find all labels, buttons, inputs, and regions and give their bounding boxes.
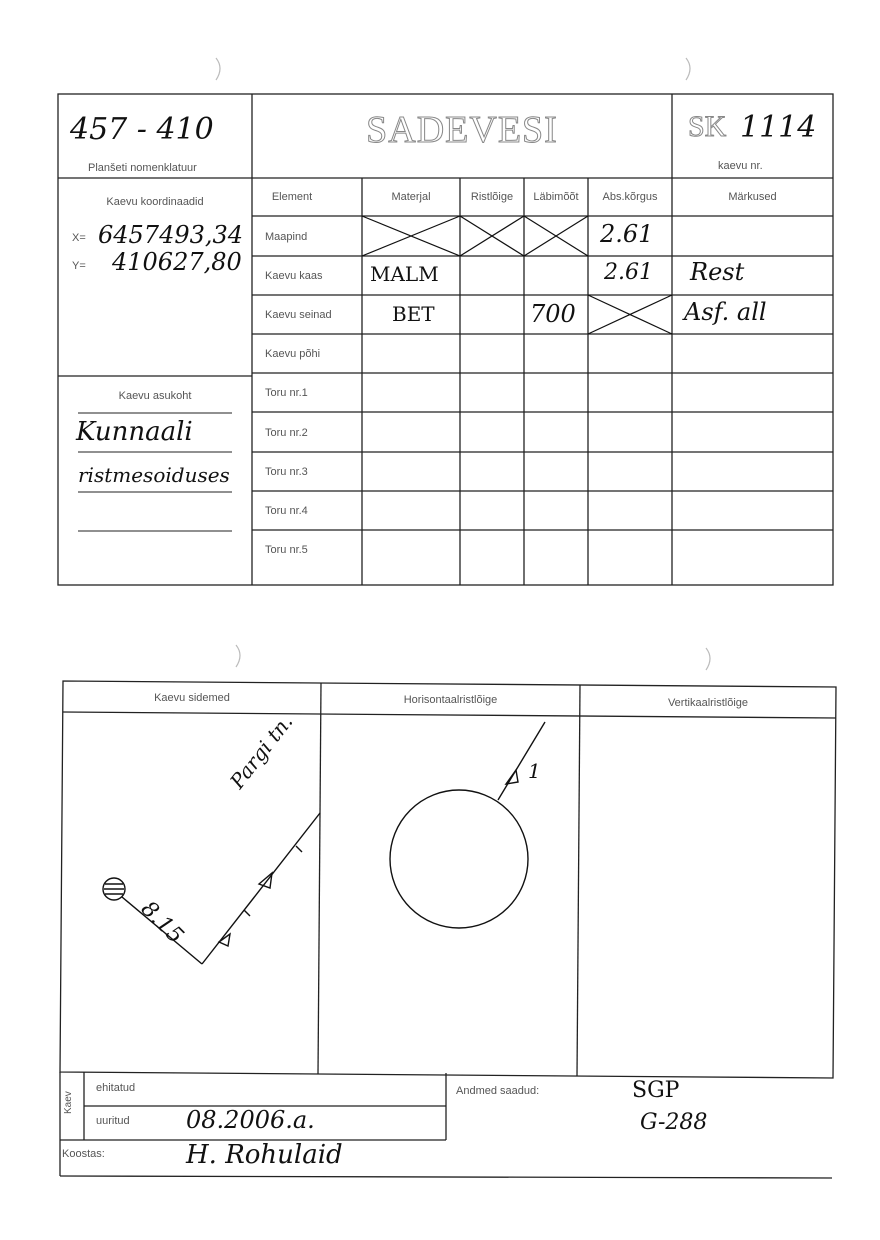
col-header-cross-section: Ristlõige xyxy=(470,191,514,203)
row-element: Toru nr.2 xyxy=(265,427,308,439)
row-abs-height: 2.61 xyxy=(600,220,654,248)
nomenclature-label: Planšeti nomenklatuur xyxy=(88,162,197,174)
nomenclature-value: 457 - 410 xyxy=(70,112,214,147)
compiler-label: Koostas: xyxy=(62,1148,105,1160)
pipe-number: 1 xyxy=(528,759,541,783)
distance-label: 8.15 xyxy=(135,896,189,949)
coordinates-label: Kaevu koordinaadid xyxy=(106,196,204,208)
y-label: Y= xyxy=(72,260,86,272)
section-ties-title: Kaevu sidemed xyxy=(154,692,230,704)
well-outline xyxy=(390,790,528,928)
data-source-1: SGP xyxy=(632,1078,680,1103)
ties-sketch xyxy=(103,813,320,964)
row-material: BET xyxy=(392,302,435,326)
row-element: Kaevu seinad xyxy=(265,309,332,321)
row-element: Toru nr.3 xyxy=(265,466,308,478)
row-remarks: Asf. all xyxy=(684,298,767,326)
data-source-2: G-288 xyxy=(640,1110,708,1135)
row-diameter: 700 xyxy=(530,300,576,328)
surveyed-value: 08.2006.a. xyxy=(186,1106,315,1134)
well-number-value: 1114 xyxy=(740,110,817,145)
well-number-label: kaevu nr. xyxy=(718,160,763,172)
row-material: MALM xyxy=(370,262,439,286)
well-number-prefix: SK xyxy=(688,110,727,143)
row-abs-height: 2.61 xyxy=(604,260,653,285)
section-horizontal-title: Horisontaalristlõige xyxy=(403,694,498,706)
compiler-value: H. Rohulaid xyxy=(186,1140,343,1170)
y-value: 410627,80 xyxy=(112,248,242,276)
row-element: Kaevu põhi xyxy=(265,348,321,360)
col-header-diameter: Läbimõõt xyxy=(533,191,579,203)
section-vertical-title: Vertikaalristlõige xyxy=(667,697,749,709)
pipe-arrow xyxy=(259,873,272,888)
form-title: SADEVESI xyxy=(366,109,558,151)
row-element: Toru nr.4 xyxy=(265,505,308,517)
col-header-element: Element xyxy=(271,191,313,203)
street-label: Pargi tn. xyxy=(225,709,298,794)
row-element: Toru nr.1 xyxy=(265,387,308,399)
location-line-2: ristmesoiduses xyxy=(78,463,230,487)
location-label: Kaevu asukoht xyxy=(118,390,192,402)
footer-side-label: Kaev xyxy=(63,1091,74,1114)
horizontal-section-sketch xyxy=(390,722,545,928)
location-line-1: Kunnaali xyxy=(76,417,193,447)
row-element: Maapind xyxy=(265,231,308,243)
col-header-material: Materjal xyxy=(391,191,431,203)
abandoned-label: ehitatud xyxy=(96,1082,136,1094)
x-label: X= xyxy=(72,232,86,244)
col-header-remarks: Märkused xyxy=(728,191,777,203)
col-header-abs-height: Abs.kõrgus xyxy=(602,191,658,203)
row-element: Kaevu kaas xyxy=(265,270,323,282)
data-received-label: Andmed saadud: xyxy=(456,1085,540,1097)
x-value: 6457493,34 xyxy=(98,221,244,249)
surveyed-label: uuritud xyxy=(96,1115,130,1127)
row-remarks: Rest xyxy=(690,258,745,286)
row-element: Toru nr.5 xyxy=(265,544,308,556)
